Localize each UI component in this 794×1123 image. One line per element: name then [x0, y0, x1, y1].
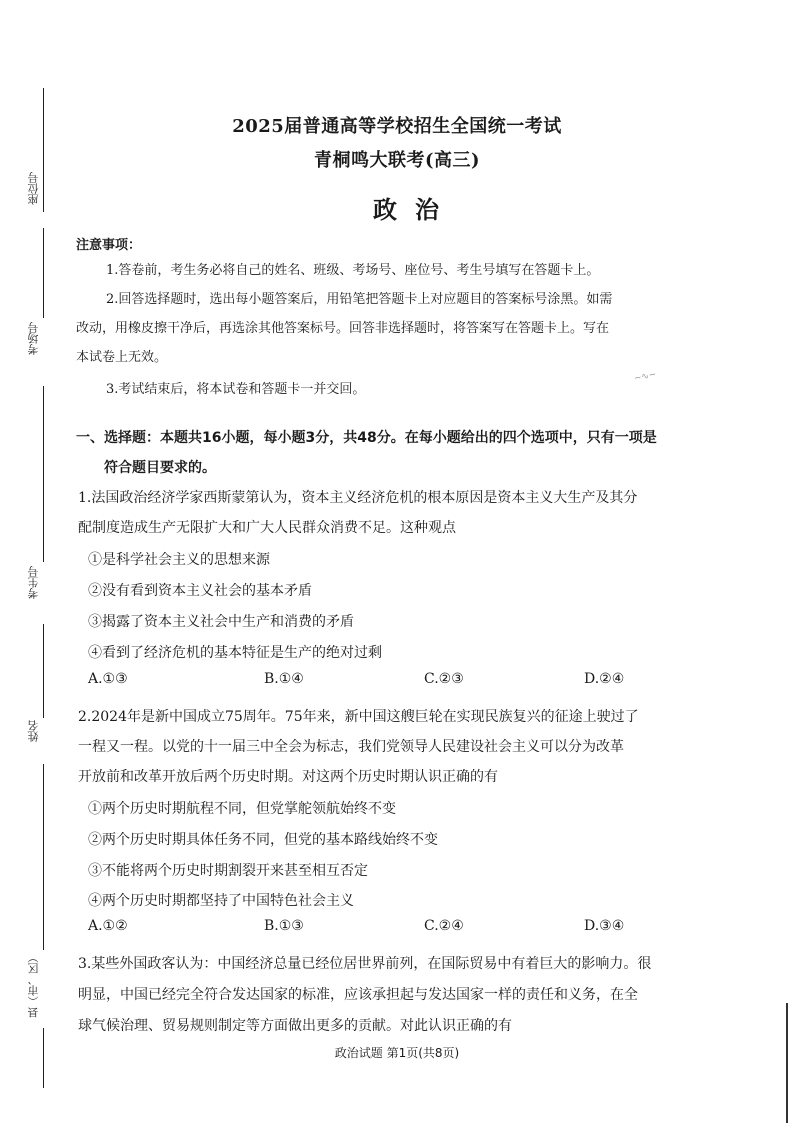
note-text: 1.答卷前，考生务必将自己的姓名、班级、考场号、座位号、考生号填写在答题卡上。 — [106, 263, 600, 278]
margin-line — [43, 764, 44, 950]
choice-a[interactable]: A.①② — [88, 918, 128, 934]
question-2-statement-4: ④两个历史时期都坚持了中国特色社会主义 — [88, 893, 354, 909]
question-2-statement-3: ③不能将两个历史时期割裂开来甚至相互否定 — [88, 863, 368, 879]
choice-d[interactable]: D.②④ — [584, 671, 625, 687]
choice-c[interactable]: C.②③ — [424, 671, 464, 687]
choice-c[interactable]: C.②④ — [424, 918, 464, 934]
note-item-3 — [76, 375, 716, 404]
page-footer: 政治试题 第1页(共8页) — [334, 1046, 460, 1060]
exam-title: 2025届普通高等学校招生全国统一考试 — [232, 116, 562, 137]
exam-subtitle: 青桐鸣大联考(高三) — [313, 150, 481, 171]
note-item-2-line-2: 改动，用橡皮擦干净后，再选涂其他答案标号。回答非选择题时，将答案写在答题卡上。写在 — [76, 321, 610, 336]
scan-artifact: ~∿~ — [633, 369, 658, 385]
question-2-statement-2: ②两个历史时期具体任务不同，但党的基本路线始终不变 — [88, 832, 438, 848]
subject-title: 政治 — [373, 195, 457, 224]
question-2-stem-line-3: 开放前和改革开放后两个历史时期。对这两个历史时期认识正确的有 — [78, 769, 498, 785]
note-item-1 — [76, 256, 716, 285]
question-1-statement-2: ②没有看到资本主义社会的基本矛盾 — [88, 583, 312, 599]
question-1-statement-3: ③揭露了资本主义社会中生产和消费的矛盾 — [88, 614, 354, 630]
question-2-stem-line-2: 一程又一程。以党的十一届三中全会为标志，我们党领导人民建设社会主义可以分为改革 — [78, 739, 624, 755]
margin-line — [43, 228, 44, 318]
county-label: 县（市、区） — [27, 952, 40, 1018]
note-item-2 — [76, 285, 716, 314]
question-3-stem-line-3: 球气候治理、贸易规则制定等方面做出更多的贡献。对此认识正确的有 — [78, 1018, 512, 1034]
scan-edge-mark — [786, 1003, 788, 1123]
question-1-stem: 1.法国政治经济学家西斯蒙第认为，资本主义经济危机的根本原因是资本主义大生产及其分 — [78, 490, 638, 506]
choice-b[interactable]: B.①④ — [264, 671, 304, 687]
question-1-choices — [88, 671, 688, 700]
seat-number-label: 座位号 — [27, 172, 40, 205]
question-2-choices — [88, 918, 688, 947]
exam-room-label: 考场号 — [27, 322, 40, 355]
margin-line — [43, 624, 44, 718]
question-1-stem-line-2: 配制度造成生产无限扩大和广大人民群众消费不足。这种观点 — [78, 520, 456, 536]
margin-line — [43, 386, 44, 562]
note-item-2-line-3: 本试卷上无效。 — [76, 350, 168, 365]
question-2-stem: 2.2024年是新中国成立75周年。75年来，新中国这艘巨轮在实现民族复兴的征途上驶过了 — [78, 709, 639, 725]
question-1-statement-4: ④看到了经济危机的基本特征是生产的绝对过剩 — [88, 645, 382, 661]
student-id-label: 考生号 — [27, 566, 40, 599]
choice-d[interactable]: D.③④ — [584, 918, 625, 934]
choice-b[interactable]: B.①③ — [264, 918, 304, 934]
notes-heading: 注意事项： — [76, 238, 142, 253]
question-3-stem-line-2: 明显，中国已经完全符合发达国家的标准，应该承担起与发达国家一样的责任和义务，在全 — [78, 987, 638, 1003]
note-text: 2.回答选择题时，选出每小题答案后，用铅笔把答题卡上对应题目的答案标号涂黑。如需 — [106, 292, 613, 307]
question-2-statement-1: ①两个历史时期航程不同，但党掌舵领航始终不变 — [88, 801, 396, 817]
section-heading: 一、选择题：本题共16小题，每小题3分，共48分。在每小题给出的四个选项中，只有一项是 — [76, 430, 657, 446]
choice-a[interactable]: A.①③ — [88, 671, 128, 687]
section-heading-line-2: 符合题目要求的。 — [104, 460, 216, 476]
question-1-statement-1: ①是科学社会主义的思想来源 — [88, 552, 270, 568]
note-text: 3.考试结束后，将本试卷和答题卡一并交回。 — [106, 382, 366, 397]
name-label: 姓名 — [27, 720, 40, 742]
question-3-stem: 3.某些外国政客认为：中国经济总量已经位居世界前列，在国际贸易中有着巨大的影响力。很 — [78, 956, 652, 972]
